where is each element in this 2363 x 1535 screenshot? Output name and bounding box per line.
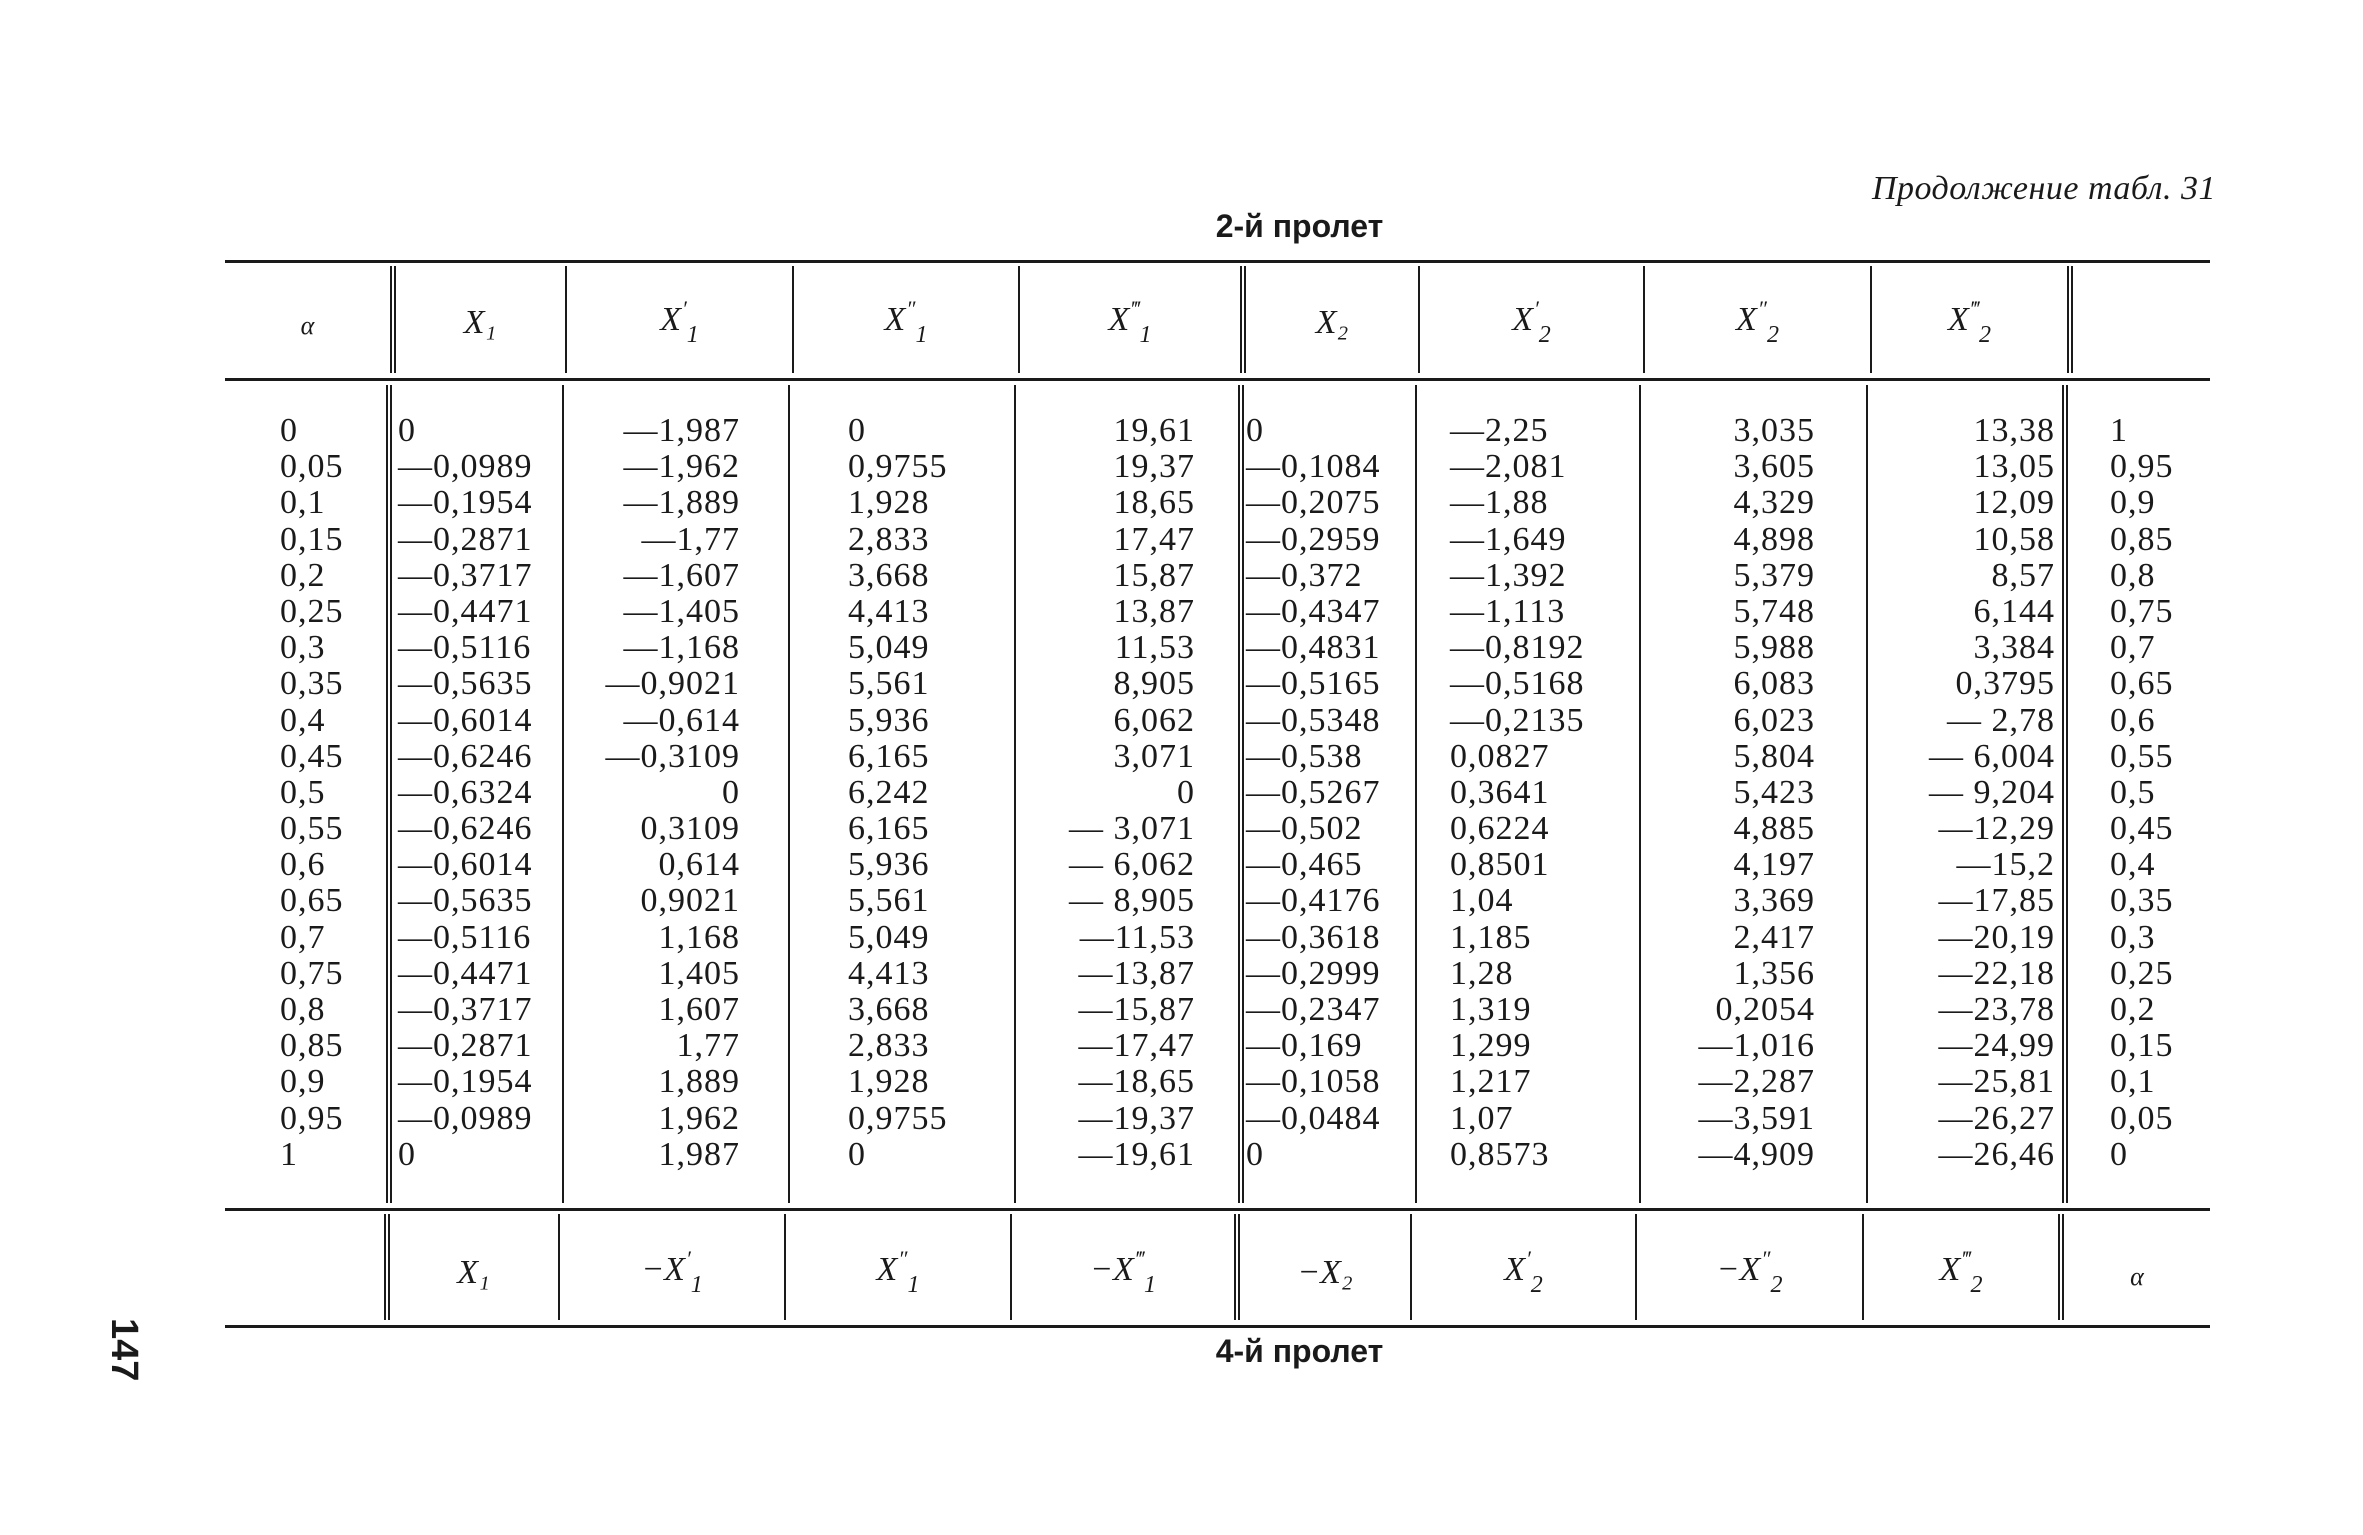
- table-cell: 0,55: [280, 810, 344, 848]
- column-x1: [398, 413, 533, 1173]
- table-cell: —11,53: [1079, 918, 1195, 956]
- table-cell: 0,8501: [1450, 846, 1550, 884]
- table-cell: 0,2: [280, 556, 326, 594]
- table-cell: 5,988: [1733, 629, 1815, 667]
- table-cell: —0,6014: [398, 846, 533, 884]
- table-cell: 0,15: [280, 520, 344, 558]
- table-cell: 3,668: [848, 991, 930, 1028]
- table-cell: 6,144: [1973, 592, 2055, 630]
- column-x2: [1246, 413, 1381, 1173]
- header-bottom-x1: X₁: [457, 1254, 490, 1291]
- table-cell: —26,27: [1938, 1099, 2055, 1137]
- table-cell: 5,049: [848, 629, 930, 667]
- header-bottom-neg-x1-triple-prime: $-X^‴_1$: [1090, 1246, 1156, 1298]
- table-cell: 0,0827: [1450, 737, 1550, 775]
- table-cell: 1,607: [658, 991, 740, 1028]
- table-cell: —25,81: [1938, 1063, 2055, 1101]
- table-cell: 3,369: [1733, 882, 1815, 920]
- table-cell: 0,6: [2110, 701, 2156, 739]
- table-cell: 0,25: [2110, 954, 2174, 992]
- column-alpha: [280, 413, 344, 1173]
- header-bottom-x1-double-prime: $X''_1$: [876, 1246, 920, 1298]
- table-cell: —19,37: [1078, 1099, 1195, 1137]
- table-cell: 5,561: [848, 665, 930, 703]
- table-cell: 0: [2110, 1135, 2128, 1173]
- table-cell: — 9,204: [1929, 773, 2055, 811]
- table-cell: 1,299: [1450, 1027, 1532, 1065]
- table-cell: —2,25: [1450, 412, 1549, 449]
- table-cell: 4,413: [848, 592, 930, 630]
- header-bottom-neg-x1-prime: $-X'_1$: [641, 1246, 703, 1298]
- table-cell: —0,6014: [398, 701, 533, 739]
- header-bottom-neg-x2: −X₂: [1297, 1254, 1353, 1291]
- table-cell: —0,5635: [398, 882, 533, 920]
- table-cell: —0,0989: [398, 448, 533, 486]
- table-cell: 17,47: [1113, 520, 1195, 558]
- rule-body-bottom: [225, 1208, 2210, 1211]
- table-cell: 0,7: [2110, 629, 2156, 667]
- header-x1-triple-prime: $X^‴_1$: [1108, 296, 1152, 348]
- table-cell: 2,833: [848, 520, 930, 558]
- table-cell: 1,405: [658, 954, 740, 992]
- table-cell: — 6,004: [1929, 737, 2055, 775]
- table-cell: —15,2: [1956, 846, 2055, 884]
- table-cell: 6,165: [848, 810, 930, 848]
- table-cell: —15,87: [1078, 991, 1195, 1028]
- table-cell: 0: [722, 773, 740, 811]
- table-cell: 8,905: [1113, 665, 1195, 703]
- table-cell: —1,77: [641, 520, 740, 558]
- table-cell: —2,081: [1450, 448, 1567, 486]
- table-cell: —0,4347: [1246, 592, 1381, 630]
- table-cell: —24,99: [1938, 1027, 2055, 1065]
- table-cell: 1,987: [658, 1135, 740, 1173]
- table-cell: 0: [280, 412, 298, 449]
- table-cell: —0,3618: [1246, 918, 1381, 956]
- table-cell: 3,605: [1733, 448, 1815, 486]
- table-cell: —1,405: [623, 592, 740, 630]
- table-cell: 0,9: [280, 1063, 326, 1101]
- table-cell: —1,607: [623, 556, 740, 594]
- table-cell: —2,287: [1698, 1063, 1815, 1101]
- table-cell: —0,1058: [1246, 1063, 1381, 1101]
- table-cell: —0,538: [1246, 737, 1363, 775]
- rule-bottom: [225, 1325, 2210, 1328]
- table-cell: 1,928: [848, 484, 930, 522]
- span-title-bottom: 4-й пролет: [1215, 1333, 1384, 1369]
- table-cell: 0,9755: [848, 448, 948, 486]
- table-cell: 0,85: [2110, 520, 2174, 558]
- header-bottom-neg-x2-double-prime: $-X''_2$: [1716, 1246, 1783, 1298]
- table-cell: 6,083: [1733, 665, 1815, 703]
- table-cell: 13,38: [1973, 412, 2055, 449]
- table-cell: 0,7: [280, 918, 326, 956]
- table-cell: —0,2347: [1246, 991, 1381, 1028]
- table-cell: —0,3109: [605, 737, 740, 775]
- table-cell: —18,65: [1078, 1063, 1195, 1101]
- table-cell: 6,165: [848, 737, 930, 775]
- table-cell: 10,58: [1973, 520, 2055, 558]
- table-cell: —1,962: [623, 448, 740, 486]
- table-cell: 0,1: [2110, 1063, 2156, 1101]
- table-cell: —0,2135: [1450, 701, 1585, 739]
- table-cell: 0: [1246, 412, 1264, 449]
- table-cell: —0,0989: [398, 1099, 533, 1137]
- table-cell: —0,5116: [398, 629, 532, 667]
- table-cell: 0,1: [280, 484, 326, 522]
- table-cell: —0,614: [623, 701, 740, 739]
- table-cell: 0,3: [280, 629, 326, 667]
- table-cell: —1,649: [1450, 520, 1567, 558]
- table-cell: —0,5168: [1450, 665, 1585, 703]
- table-cell: —19,61: [1078, 1135, 1195, 1173]
- table-cell: 12,09: [1973, 484, 2055, 522]
- table-cell: 1,28: [1450, 954, 1514, 992]
- table-cell: 1,77: [676, 1027, 740, 1065]
- table-caption: Продолжение табл. 31: [1871, 170, 2216, 207]
- table-cell: —0,4471: [398, 954, 533, 992]
- table-cell: —0,5635: [398, 665, 533, 703]
- column-x2-triple-prime: [1880, 413, 2055, 1173]
- table-cell: 0,75: [280, 954, 344, 992]
- table-cell: —0,2999: [1246, 954, 1381, 992]
- table-cell: —0,5348: [1246, 701, 1381, 739]
- table-cell: — 6,062: [1069, 846, 1195, 884]
- table-cell: —23,78: [1938, 991, 2055, 1028]
- table-cell: 0,65: [2110, 665, 2174, 703]
- table-cell: 0,3109: [640, 810, 740, 848]
- table-cell: 3,035: [1733, 412, 1815, 449]
- table-cell: 1,889: [658, 1063, 740, 1101]
- table-cell: 0,2054: [1715, 991, 1815, 1028]
- table-cell: 0: [1246, 1135, 1264, 1173]
- table-cell: 4,329: [1733, 484, 1815, 522]
- table-cell: 1,168: [658, 918, 740, 956]
- table-cell: — 2,78: [1947, 701, 2055, 739]
- table-cell: 3,668: [848, 556, 930, 594]
- table-cell: 0,6: [280, 846, 326, 884]
- header-x2-prime: $X'_2$: [1512, 296, 1551, 348]
- table-cell: —0,6324: [398, 773, 533, 811]
- table-cell: — 3,071: [1069, 810, 1195, 848]
- table-cell: 0,75: [2110, 592, 2174, 630]
- table-cell: 4,197: [1733, 846, 1815, 884]
- table-cell: 6,062: [1113, 701, 1195, 739]
- table-cell: 0,45: [2110, 810, 2174, 848]
- table-cell: —1,392: [1450, 556, 1567, 594]
- table-cell: —0,4176: [1246, 882, 1381, 920]
- column-x1-triple-prime: [1045, 413, 1195, 1173]
- table-cell: 5,748: [1733, 592, 1815, 630]
- table-cell: 0,95: [280, 1099, 344, 1137]
- table-cell: 1: [280, 1135, 298, 1173]
- table-cell: —4,909: [1698, 1135, 1815, 1173]
- span-title-top: 2-й пролет: [1215, 208, 1384, 244]
- page-number: 147: [103, 1318, 145, 1382]
- header-x2-triple-prime: $X^‴_2$: [1947, 296, 1992, 348]
- table-cell: —0,1954: [398, 1063, 533, 1101]
- table-cell: —0,2959: [1246, 520, 1381, 558]
- table-cell: —0,1084: [1246, 448, 1381, 486]
- table-cell: 0: [848, 412, 866, 449]
- table-cell: 0,65: [280, 882, 344, 920]
- header-x1: X₁: [463, 304, 497, 341]
- table-cell: —1,016: [1698, 1027, 1815, 1065]
- table-cell: —17,85: [1938, 882, 2055, 920]
- table-cell: 0,35: [280, 665, 344, 703]
- table-cell: 5,804: [1733, 737, 1815, 775]
- table-cell: 3,384: [1973, 629, 2055, 667]
- table-cell: 1,185: [1450, 918, 1532, 956]
- header-bottom-x2-prime: $X'_2$: [1504, 1246, 1543, 1298]
- table-cell: —13,87: [1078, 954, 1195, 992]
- table-cell: 0,9: [2110, 484, 2156, 522]
- table-cell: 5,423: [1733, 773, 1815, 811]
- table-cell: 15,87: [1113, 556, 1195, 594]
- table-cell: 13,05: [1973, 448, 2055, 486]
- table-cell: 0,25: [280, 592, 344, 630]
- table-cell: 0,55: [2110, 737, 2174, 775]
- table-cell: 1,04: [1450, 882, 1514, 920]
- table-cell: 0: [398, 412, 416, 449]
- table-cell: 1,319: [1450, 991, 1532, 1028]
- table-cell: 4,898: [1733, 520, 1815, 558]
- header-alpha: α: [300, 311, 315, 340]
- table-cell: 1,217: [1450, 1063, 1532, 1101]
- table-cell: 0,4: [280, 701, 326, 739]
- table-cell: —0,2871: [398, 1027, 533, 1065]
- table-cell: —0,3717: [398, 991, 533, 1028]
- table-cell: —3,591: [1698, 1099, 1815, 1137]
- table-cell: 0,35: [2110, 882, 2174, 920]
- table-cell: —0,5165: [1246, 665, 1381, 703]
- table-cell: —0,5267: [1246, 773, 1381, 811]
- header-x2-double-prime: $X''_2$: [1736, 296, 1779, 348]
- rule-top: [225, 260, 2210, 263]
- table-cell: —0,4471: [398, 592, 533, 630]
- table-cell: —22,18: [1938, 954, 2055, 992]
- table-cell: —0,4831: [1246, 629, 1381, 667]
- table-cell: 0,3795: [1955, 665, 2055, 703]
- column-x2-double-prime: [1660, 413, 1815, 1173]
- table-cell: 0: [398, 1135, 416, 1173]
- table-cell: 19,61: [1113, 412, 1195, 449]
- table-cell: —0,465: [1246, 846, 1363, 884]
- table-cell: —1,113: [1450, 592, 1566, 630]
- table-cell: — 8,905: [1069, 882, 1195, 920]
- column-x1-double-prime: [848, 413, 948, 1173]
- table-cell: —0,6246: [398, 737, 533, 775]
- table-cell: 1: [2110, 412, 2128, 449]
- table-cell: 0,6224: [1450, 810, 1550, 848]
- column-alpha-reverse: [2110, 413, 2174, 1173]
- table-cell: 5,049: [848, 918, 930, 956]
- table-cell: 0,8: [280, 991, 326, 1028]
- table-cell: 11,53: [1114, 629, 1195, 667]
- table-cell: 0,3: [2110, 918, 2156, 956]
- table-cell: —0,0484: [1246, 1099, 1381, 1137]
- table-cell: 0: [848, 1135, 866, 1173]
- header-x1-double-prime: $X''_1$: [884, 296, 928, 348]
- table-cell: 0,4: [2110, 846, 2156, 884]
- table-cell: 0,2: [2110, 991, 2156, 1028]
- table-cell: —0,372: [1246, 556, 1363, 594]
- table-cell: 5,936: [848, 701, 930, 739]
- table-cell: 4,885: [1733, 810, 1815, 848]
- table-cell: 0,614: [658, 846, 740, 884]
- table-cell: —0,2075: [1246, 484, 1381, 522]
- table-cell: 0,9755: [848, 1099, 948, 1137]
- table-cell: 1,07: [1450, 1099, 1514, 1137]
- table-cell: 4,413: [848, 954, 930, 992]
- header-x2: X₂: [1315, 304, 1349, 341]
- table-cell: 0,45: [280, 737, 344, 775]
- table-cell: 0,85: [280, 1027, 344, 1065]
- table-cell: 0,9021: [640, 882, 740, 920]
- table-cell: —26,46: [1938, 1135, 2055, 1173]
- table-cell: —1,889: [623, 484, 740, 522]
- table-cell: 0,8: [2110, 556, 2156, 594]
- table-cell: 0,05: [280, 448, 344, 486]
- table-cell: 18,65: [1113, 484, 1195, 522]
- column-x2-prime: [1450, 413, 1585, 1173]
- table-cell: —0,6246: [398, 810, 533, 848]
- table-cell: 0,5: [2110, 773, 2156, 811]
- table-cell: 0,3641: [1450, 773, 1550, 811]
- table-cell: 6,242: [848, 773, 930, 811]
- table-cell: 8,57: [1991, 556, 2055, 594]
- table-cell: —0,3717: [398, 556, 533, 594]
- table-cell: 0: [1177, 773, 1195, 811]
- table-cell: 1,356: [1733, 954, 1815, 992]
- table-cell: 1,928: [848, 1063, 930, 1101]
- table-cell: —0,2871: [398, 520, 533, 558]
- table-cell: 13,87: [1113, 592, 1195, 630]
- table-cell: —0,169: [1246, 1027, 1363, 1065]
- table-cell: —0,9021: [605, 665, 740, 703]
- table-cell: 6,023: [1733, 701, 1815, 739]
- header-bottom-alpha: α: [2130, 1262, 2144, 1291]
- table-cell: 5,936: [848, 846, 930, 884]
- table-cell: 0,95: [2110, 448, 2174, 486]
- table-cell: 1,962: [658, 1099, 740, 1137]
- table-cell: 2,417: [1733, 918, 1815, 956]
- table-cell: 0,8573: [1450, 1135, 1550, 1173]
- table-cell: 0,15: [2110, 1027, 2174, 1065]
- table-cell: —17,47: [1078, 1027, 1195, 1065]
- table-cell: —0,1954: [398, 484, 533, 522]
- table-cell: 3,071: [1113, 737, 1195, 775]
- header-x1-prime: $X'_1$: [660, 296, 699, 348]
- table-cell: —0,5116: [398, 918, 532, 956]
- table-cell: 5,561: [848, 882, 930, 920]
- table-cell: —1,987: [623, 412, 740, 449]
- column-x1-prime: [590, 413, 740, 1173]
- table-cell: —0,502: [1246, 810, 1363, 848]
- table-cell: —0,8192: [1450, 629, 1585, 667]
- table-cell: —20,19: [1938, 918, 2055, 956]
- table-cell: 19,37: [1113, 448, 1195, 486]
- table-cell: 0,5: [280, 773, 326, 811]
- table-cell: —1,88: [1450, 484, 1549, 522]
- table-cell: 5,379: [1733, 556, 1815, 594]
- rule-header-bottom: [225, 378, 2210, 381]
- table-cell: —12,29: [1938, 810, 2055, 848]
- header-bottom-x2-triple-prime: $X^‴_2$: [1939, 1246, 1983, 1298]
- table-cell: 2,833: [848, 1027, 930, 1065]
- table-cell: —1,168: [623, 629, 740, 667]
- table-cell: 0,05: [2110, 1099, 2174, 1137]
